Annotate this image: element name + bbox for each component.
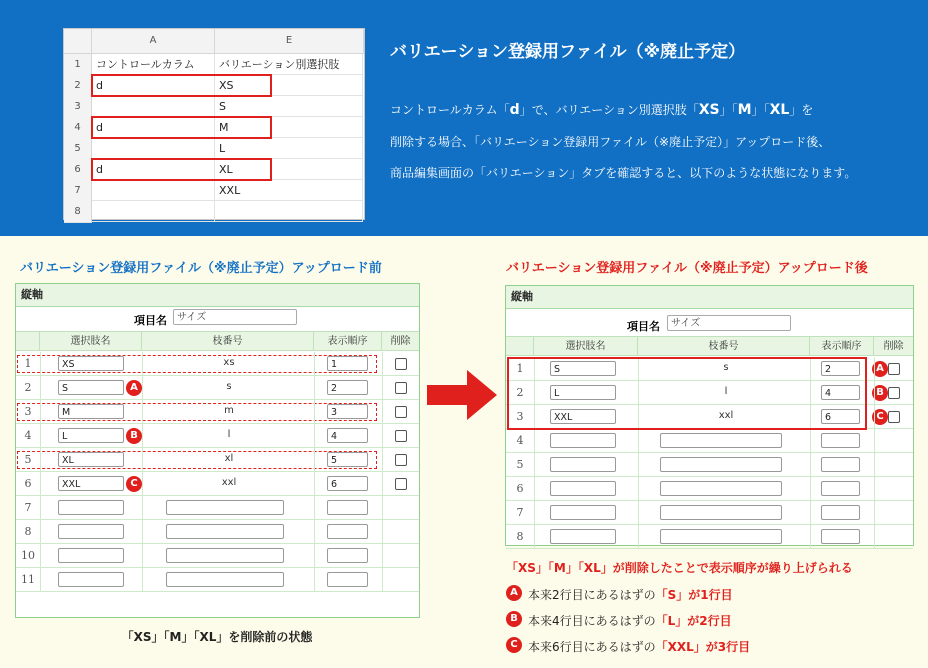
row-number: 6 <box>16 472 41 495</box>
branch-code: xxl <box>718 410 734 421</box>
display-order-input[interactable] <box>821 481 860 496</box>
row-number: 7 <box>16 496 41 519</box>
delete-checkbox[interactable] <box>395 406 407 418</box>
badge-a: A <box>872 361 888 377</box>
sheet-row-number: 8 <box>64 201 92 223</box>
table-row <box>506 429 913 453</box>
sheet-row-number: 6 <box>64 159 92 181</box>
banner-desc-line3: 商品編集画面の「バリエーション」タブを確認すると、以下のような状態になります。 <box>390 166 857 180</box>
row-number: 1 <box>506 357 535 380</box>
row-number: 3 <box>506 405 535 428</box>
choice-name-input[interactable]: S <box>58 380 124 395</box>
sheet-row-number: 1 <box>64 54 92 76</box>
branch-code-input[interactable] <box>166 572 284 587</box>
arrow-right-icon <box>427 370 499 420</box>
row-number: 11 <box>16 568 41 591</box>
sheet-cell-e[interactable]: M <box>215 117 363 138</box>
display-order-input[interactable] <box>821 457 860 472</box>
table-row <box>16 352 419 376</box>
choice-name-input[interactable] <box>550 505 616 520</box>
deleted-row-highlight <box>17 403 377 421</box>
choice-name-input[interactable] <box>550 481 616 496</box>
display-order-input[interactable]: 2 <box>821 361 860 376</box>
delete-checkbox[interactable] <box>395 382 407 394</box>
note-highlight: 「XXL」が3行目 <box>655 640 751 654</box>
table-row <box>16 376 419 400</box>
branch-code-input[interactable] <box>660 433 782 448</box>
table-row <box>506 525 913 549</box>
choice-name-input[interactable]: XXL <box>550 409 616 424</box>
grid-line <box>874 357 875 549</box>
branch-code-input[interactable] <box>166 548 284 563</box>
branch-code: xxl <box>221 477 237 488</box>
deleted-row-highlight <box>17 451 377 469</box>
row-number: 2 <box>506 381 535 404</box>
before-panel-header: 縦軸 <box>16 284 419 307</box>
row-number: 6 <box>506 477 535 500</box>
note-highlight: 「S」が1行目 <box>655 588 733 602</box>
branch-code-input[interactable] <box>660 481 782 496</box>
grid-line <box>142 352 143 592</box>
badge-b: B <box>872 385 888 401</box>
badge-b: B <box>126 428 142 444</box>
row-number: 4 <box>506 429 535 452</box>
before-th-delete: 削除 <box>382 331 419 351</box>
after-th-num <box>506 336 534 356</box>
display-order-input[interactable] <box>327 548 368 563</box>
sheet-cell-a[interactable]: コントロールカラム <box>92 54 215 75</box>
sheet-corner <box>64 29 92 54</box>
row-number: 2 <box>16 376 41 399</box>
note-line <box>528 638 750 655</box>
row-number: 5 <box>506 453 535 476</box>
table-row <box>16 568 419 592</box>
display-order-input[interactable]: 6 <box>821 409 860 424</box>
table-row <box>16 472 419 496</box>
note-badge-a: A <box>506 585 522 601</box>
choice-name-input[interactable]: XXL <box>58 476 124 491</box>
table-row <box>506 501 913 525</box>
branch-code: s <box>226 381 232 392</box>
display-order-input[interactable]: 4 <box>821 385 860 400</box>
sheet-cell-a[interactable]: d <box>92 117 215 138</box>
before-title: バリエーション登録用ファイル（※廃止予定）アップロード前 <box>20 261 382 276</box>
banner-desc-line2: 削除する場合、「バリエーション登録用ファイル（※廃止予定）」アップロード後、 <box>390 135 831 149</box>
table-row <box>506 477 913 501</box>
note-highlight: 「L」が2行目 <box>655 614 732 628</box>
highlight-xl <box>91 158 272 181</box>
table-row <box>16 424 419 448</box>
choice-name-input[interactable] <box>550 457 616 472</box>
sheet-cell-e[interactable]: L <box>215 138 363 159</box>
table-row <box>16 496 419 520</box>
after-item-label: 項目名 <box>627 320 660 333</box>
sheet-cell-e[interactable]: バリエーション別選択肢 <box>215 54 363 75</box>
banner-desc-line1: コントロールカラム「d」で、バリエーション別選択肢「XS」「M」「XL」を <box>390 102 814 118</box>
sheet-col-e: E <box>215 29 364 54</box>
sheet-cell-e[interactable]: XL <box>215 159 363 180</box>
sheet-row-number: 4 <box>64 117 92 139</box>
choice-name-input[interactable]: L <box>550 385 616 400</box>
row-number: 4 <box>16 424 41 447</box>
delete-checkbox[interactable] <box>395 430 407 442</box>
sheet-cell-a[interactable] <box>92 201 215 222</box>
choice-name-input[interactable] <box>58 524 124 539</box>
sheet-cell-e[interactable]: S <box>215 96 363 117</box>
sheet-cell-a[interactable] <box>92 138 215 159</box>
note-text: 本来6行目にあるはずの <box>528 640 656 654</box>
before-th-order: 表示順序 <box>314 331 382 351</box>
note-line <box>528 612 732 629</box>
sheet-cell-a[interactable]: d <box>92 159 215 180</box>
delete-checkbox[interactable] <box>888 363 900 375</box>
delete-checkbox[interactable] <box>888 411 900 423</box>
highlight-xs <box>91 74 272 97</box>
branch-code: xl <box>224 453 234 464</box>
sheet-cell-e[interactable]: XXL <box>215 180 363 201</box>
row-number: 1 <box>16 352 41 375</box>
after-panel-header: 縦軸 <box>506 286 913 309</box>
after-th-order: 表示順序 <box>810 336 874 356</box>
display-order-input[interactable]: 2 <box>327 380 368 395</box>
choice-name-input[interactable] <box>550 529 616 544</box>
sheet-cell-e[interactable] <box>215 201 363 222</box>
sheet-row-number: 7 <box>64 180 92 202</box>
branch-code: xs <box>223 357 235 368</box>
note-badge-b: B <box>506 611 522 627</box>
branch-code-input[interactable] <box>660 505 782 520</box>
grid-line <box>314 352 315 592</box>
deleted-row-highlight <box>17 355 377 373</box>
sheet-cell-a[interactable]: d <box>92 75 215 96</box>
display-order-input[interactable] <box>327 500 368 515</box>
sheet-row-number: 5 <box>64 138 92 160</box>
choice-name-input[interactable]: XL <box>58 452 124 467</box>
display-order-input[interactable] <box>327 524 368 539</box>
branch-code-input[interactable] <box>166 524 284 539</box>
after-item-row <box>506 313 913 335</box>
after-highlight-box <box>507 357 867 430</box>
branch-code: m <box>224 405 234 416</box>
choice-name-input[interactable]: S <box>550 361 616 376</box>
table-row <box>16 544 419 568</box>
after-title: バリエーション登録用ファイル（※廃止予定）アップロード後 <box>506 261 868 276</box>
display-order-input[interactable] <box>821 433 860 448</box>
display-order-input[interactable]: 4 <box>327 428 368 443</box>
before-caption: 「XS」「M」「XL」を削除前の状態 <box>121 630 313 644</box>
banner-title: バリエーション登録用ファイル（※廃止予定） <box>390 42 746 62</box>
display-order-input[interactable] <box>821 529 860 544</box>
delete-checkbox[interactable] <box>395 454 407 466</box>
row-number: 3 <box>16 400 41 423</box>
delete-checkbox[interactable] <box>395 358 407 370</box>
sheet-cell-a[interactable] <box>92 180 215 201</box>
badge-a: A <box>126 380 142 396</box>
note-line <box>528 586 733 603</box>
note-badge-c: C <box>506 637 522 653</box>
badge-c: C <box>126 476 142 492</box>
choice-name-input[interactable] <box>58 500 124 515</box>
display-order-input[interactable]: 6 <box>327 476 368 491</box>
row-number: 10 <box>16 544 41 567</box>
delete-checkbox[interactable] <box>888 387 900 399</box>
branch-code-input[interactable] <box>660 457 782 472</box>
display-order-input[interactable] <box>327 572 368 587</box>
after-item-input[interactable]: サイズ <box>667 315 791 331</box>
grid-line <box>382 352 383 592</box>
display-order-input[interactable]: 5 <box>327 452 368 467</box>
sheet-col-a: A <box>92 29 215 54</box>
row-number: 5 <box>16 448 41 471</box>
branch-code: l <box>724 386 728 397</box>
choice-name-input[interactable]: M <box>58 404 124 419</box>
after-panel <box>505 285 914 546</box>
sheet-cell-a[interactable] <box>92 96 215 117</box>
after-th-code: 枝番号 <box>638 336 810 356</box>
delete-checkbox[interactable] <box>395 478 407 490</box>
choice-name-input[interactable]: XS <box>58 356 124 371</box>
before-item-label: 項目名 <box>134 314 167 327</box>
table-row <box>506 453 913 477</box>
spreadsheet <box>63 28 365 220</box>
table-row <box>16 448 419 472</box>
display-order-input[interactable]: 1 <box>327 356 368 371</box>
row-number: 8 <box>16 520 41 543</box>
choice-name-input[interactable] <box>550 433 616 448</box>
table-row <box>16 520 419 544</box>
choice-name-input[interactable] <box>58 572 124 587</box>
before-item-input[interactable]: サイズ <box>173 309 297 325</box>
sheet-row-number: 2 <box>64 75 92 97</box>
note-text: 本来4行目にあるはずの <box>528 614 656 628</box>
note-text: 本来2行目にあるはずの <box>528 588 656 602</box>
before-item-row <box>16 307 419 329</box>
branch-code: s <box>723 362 729 373</box>
after-th-delete: 削除 <box>874 336 913 356</box>
display-order-input[interactable]: 3 <box>327 404 368 419</box>
row-number: 8 <box>506 525 535 548</box>
table-row <box>16 400 419 424</box>
after-note-main: 「XS」「M」「XL」が削除したことで表示順序が繰り上げられる <box>506 561 853 575</box>
sheet-cell-e[interactable]: XS <box>215 75 363 96</box>
before-panel <box>15 283 420 618</box>
sheet-row-number: 3 <box>64 96 92 118</box>
before-th-num <box>16 331 40 351</box>
display-order-input[interactable] <box>821 505 860 520</box>
choice-name-input[interactable] <box>58 548 124 563</box>
before-th-code: 枝番号 <box>142 331 314 351</box>
branch-code: l <box>227 429 231 440</box>
after-th-name: 選択肢名 <box>534 336 638 356</box>
branch-code-input[interactable] <box>660 529 782 544</box>
choice-name-input[interactable]: L <box>58 428 124 443</box>
branch-code-input[interactable] <box>166 500 284 515</box>
highlight-m <box>91 116 272 139</box>
badge-c: C <box>872 409 888 425</box>
row-number: 7 <box>506 501 535 524</box>
before-th-name: 選択肢名 <box>40 331 142 351</box>
